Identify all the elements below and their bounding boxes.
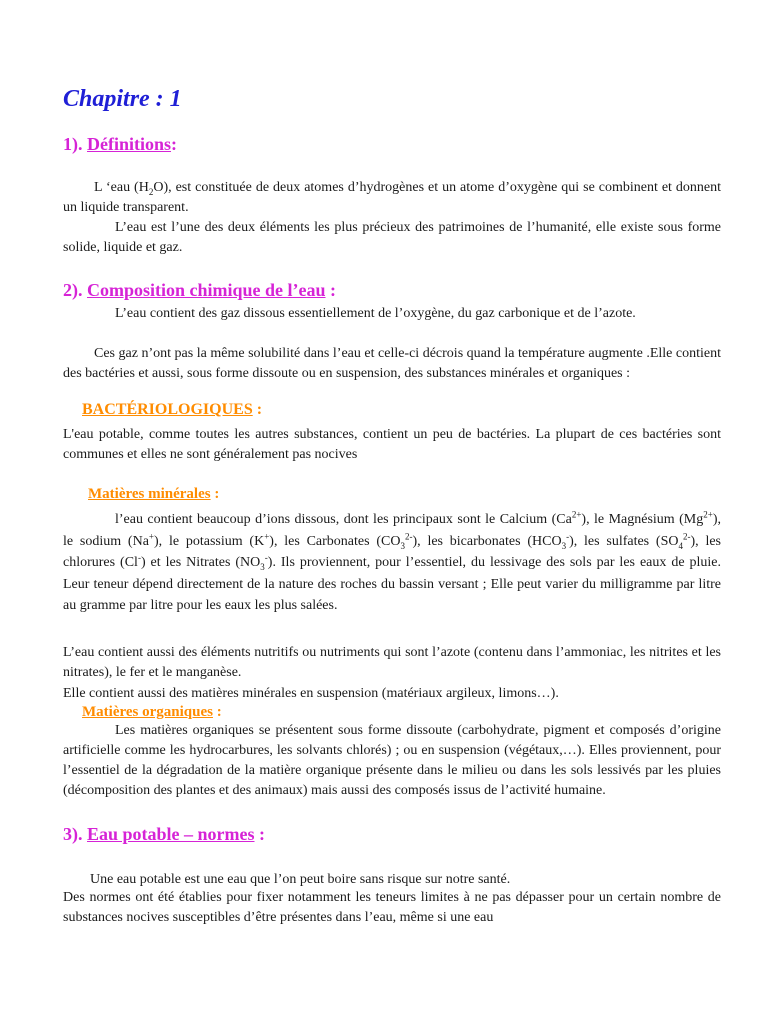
organic-paragraph: Les matières organiques se présentent sous forme dissoute (carbohydrate, pigment et composés d’origine artificielle comme les hydrocarbures, les solvants chlorés) ; ou en suspension (végétaux,…). Elles proviennent, pour l’essentiel de la dégradation de la matière organique présente dans le milieu ou dans les sols lessivés par les pluies (décomposition des plantes et des animaux) mais aussi des composés issus de l’activité humaine.: [63, 723, 721, 798]
composition-paragraph-1: L’eau contient des gaz dissous essentiellement de l’oxygène, du gaz carbonique et de l’azote.: [115, 306, 636, 321]
section-3-title: Eau potable – normes: [87, 824, 255, 844]
section-1-heading: [63, 134, 721, 155]
composition-paragraph-2: Ces gaz n’ont pas la même solubilité dans l’eau et celle-ci décrois quand la température augmente .Elle contient des bactéries et aussi, sous forme dissoute ou en suspension, des substances minérales et organiques :: [63, 346, 721, 381]
section-1-suffix: :: [171, 134, 178, 154]
potable-definition-paragraph: Une eau potable est une eau que l’on peut boire sans risque sur notre santé.: [90, 872, 511, 887]
bacteriological-heading: BACTÉRIOLOGIQUES :: [82, 401, 263, 418]
section-1-title: Définitions: [87, 134, 172, 154]
section-3-number: 3).: [63, 824, 87, 844]
mineral-paragraph: l’eau contient beaucoup d’ions dissous, dont les principaux sont le Calcium $(Ca^{2+})$, le Magnésium $(Mg^{2+})$, le sodium (Na+), le potassium (K+), les Carbonates $(CO_3^{2-})$, les bicarbonates $(HCO_3^-)$, les sulfates $(SO_4^{2-})$, les chlorures (Cl-) et les Nitrates $(NO_3^-)$. Ils proviennent, pour l’essentiel, du lessivage des sols par les eaux de pluie. Leur teneur dépend directement de la nature des roches du bassin versant ; Elle peut varier du milligramme par litre au gramme par litre pour les eaux les plus salées.: [63, 509, 722, 613]
section-2-heading: [63, 280, 721, 301]
chapter-title: Chapitre : 1: [63, 86, 182, 112]
suspended-minerals-paragraph: Elle contient aussi des matières minérales en suspension (matériaux argileux, limons…).: [63, 686, 559, 701]
nutrients-paragraph: L’eau contient aussi des éléments nutritifs ou nutriments qui sont l’azote (contenu dans l’ammoniac, les nitrites et les nitrates), le fer et le manganèse.: [63, 645, 721, 680]
section-2-suffix: :: [325, 280, 337, 300]
section-2-number: 2).: [63, 280, 87, 300]
section-1-number: 1).: [63, 134, 87, 154]
bacteriological-paragraph: L'eau potable, comme toutes les autres substances, contient un peu de bactéries. La plupart de ces bactéries sont communes et elles ne sont généralement pas nocives: [63, 427, 721, 462]
mineral-heading: Matières minérales :: [88, 486, 220, 502]
definition-paragraph-2: L’eau est l’une des deux éléments les plus précieux des patrimoines de l’humanité, elle existe sous forme solide, liquide et gaz.: [63, 220, 721, 255]
section-3-heading: [63, 824, 721, 845]
section-3-suffix: :: [254, 824, 266, 844]
definition-paragraph-1: L ‘eau $(H_2O)$, est constituée de deux atomes d’hydrogènes et un atome d’oxygène qui se combinent et donnent un liquide transparent.: [63, 180, 721, 215]
section-2-title: Composition chimique de l’eau: [87, 280, 326, 300]
organic-heading: Matières organiques :: [82, 704, 222, 720]
norms-paragraph: Des normes ont été établies pour fixer notamment les teneurs limites à ne pas dépasser pour un certain nombre de substances nocives susceptibles d’être présentes dans l’eau, même si une eau: [63, 890, 721, 925]
